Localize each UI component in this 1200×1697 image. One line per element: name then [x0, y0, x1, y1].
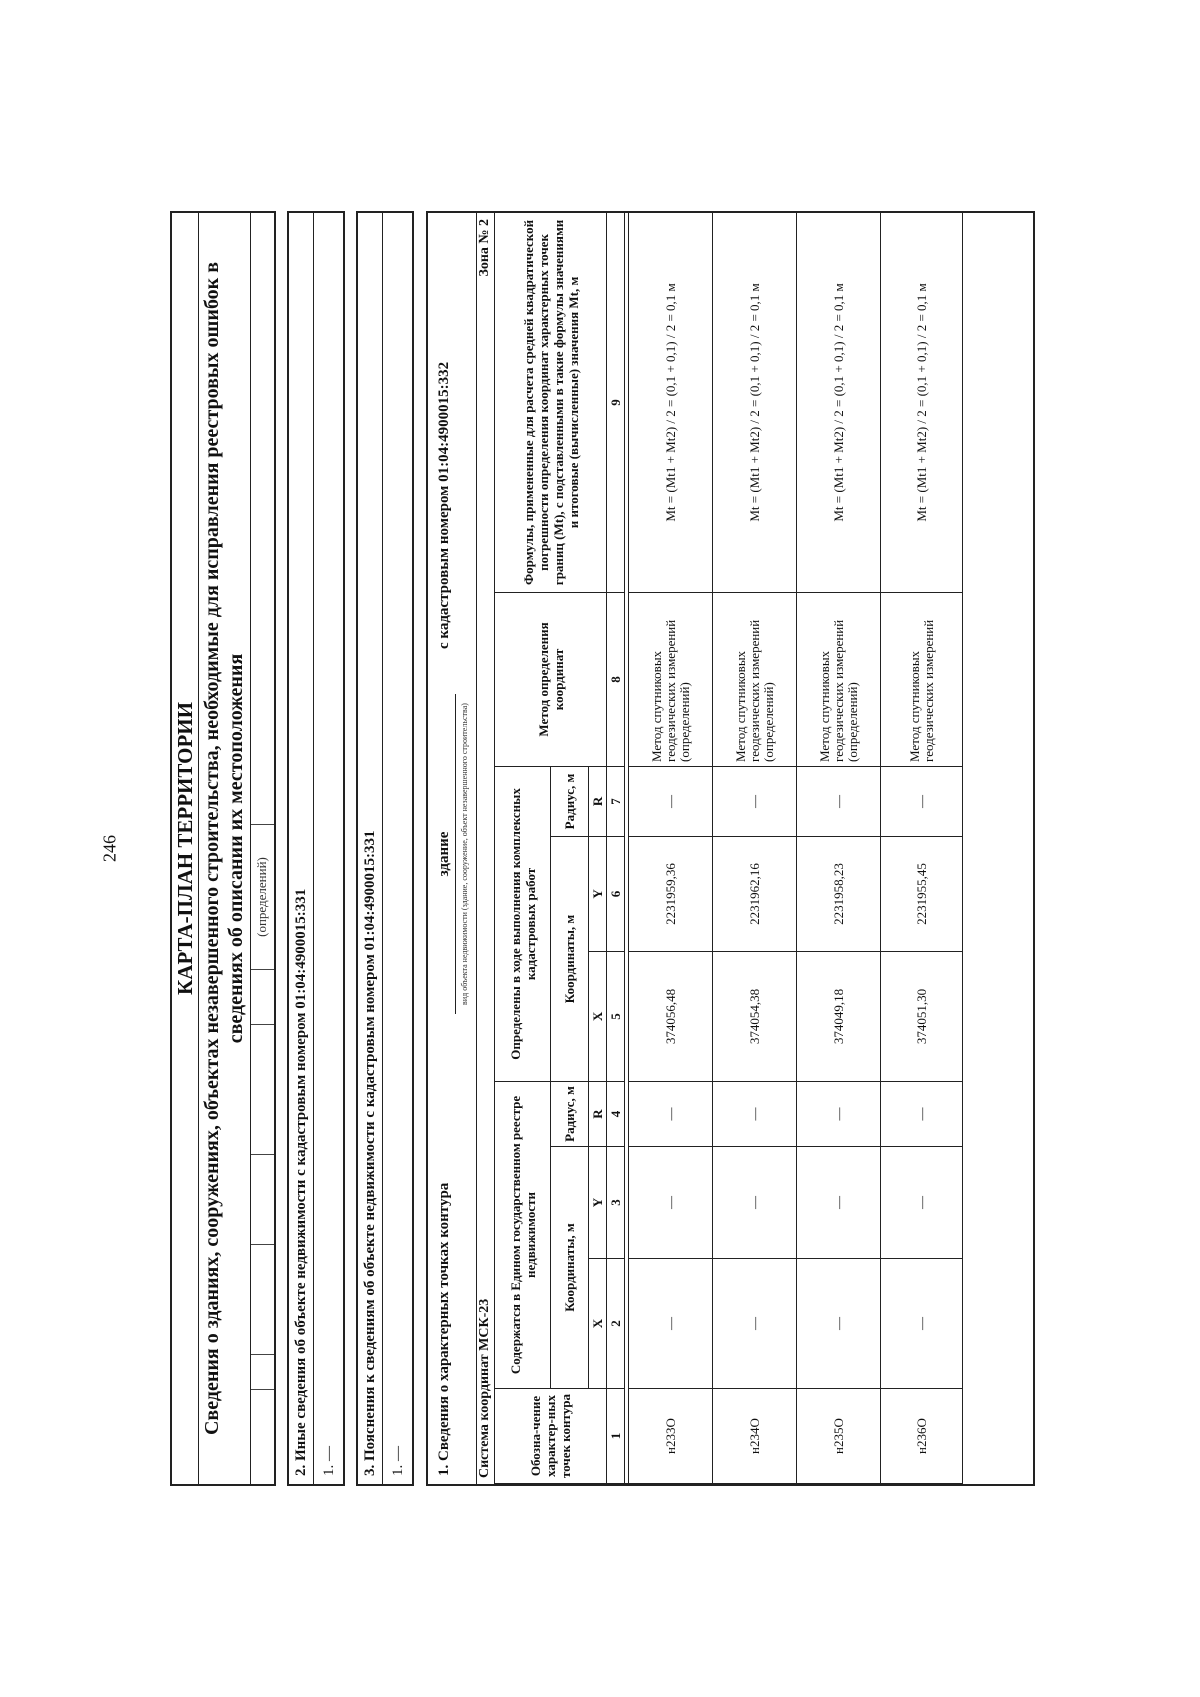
page-number: 246: [99, 835, 120, 862]
cadastral-number: с кадастровым номером 01:04:4900015:332: [436, 361, 452, 649]
method-value: Метод спутниковых геодезических измерений (определений): [629, 592, 713, 766]
x-value: 374051,30: [881, 951, 963, 1081]
method-value: Метод спутниковых геодезических измерений: [881, 592, 963, 766]
y-value: 2231958,23: [797, 836, 881, 951]
r-value: —: [713, 766, 797, 836]
header-r-registry: R: [589, 1081, 607, 1146]
x-value: 374056,48: [629, 951, 713, 1081]
header-point: Обозна-чение характер-ных точек контура: [495, 1389, 607, 1484]
r-value: —: [881, 766, 963, 836]
header-formula: Формулы, примененные для расчета средней квадратической погрешности определения координат характерных точек границ (Mt), с подставленными в такие формулы значениями и итоговые (вычисленные) значения Mt, м: [495, 212, 607, 592]
y-value: 2231959,36: [629, 836, 713, 951]
strip-cell: [251, 1354, 274, 1389]
section-2-heading: 2. Иные сведения об объекте недвижимости с кадастровым номером 01:04:4900015:331: [289, 213, 314, 1484]
coord-system-line: [476, 213, 494, 1484]
formula-value: Mt = (Mt1 + Mt2) / 2 = (0,1 + 0,1) / 2 = 0,1 м: [713, 212, 797, 592]
y-value: 2231955,45: [881, 836, 963, 951]
x-registry: —: [881, 1259, 963, 1389]
table-row: [629, 212, 713, 1483]
strip-cell: [251, 969, 274, 1024]
section-1-header: [428, 213, 477, 1484]
y-registry: —: [881, 1147, 963, 1259]
section-3-item: 1. —: [390, 1446, 406, 1476]
formula-value: Mt = (Mt1 + Mt2) / 2 = (0,1 + 0,1) / 2 = 0,1 м: [881, 212, 963, 592]
col-number: 6: [607, 836, 625, 951]
y-registry: —: [629, 1147, 713, 1259]
document-sheet: [170, 211, 1035, 1486]
r-value: —: [797, 766, 881, 836]
points-table: [494, 212, 963, 1484]
col-number: 5: [607, 951, 625, 1081]
y-registry: —: [797, 1147, 881, 1259]
x-registry: —: [713, 1259, 797, 1389]
col-number: 7: [607, 766, 625, 836]
document-subtitle: Сведения о зданиях, сооружениях, объектах незавершенного строительства, необходимые для исправления реестровых ошибок в сведениях об описании их местоположения: [201, 261, 247, 1436]
formula-value: Mt = (Mt1 + Mt2) / 2 = (0,1 + 0,1) / 2 = 0,1 м: [797, 212, 881, 592]
r-registry: —: [629, 1081, 713, 1146]
strip-label: (определений): [251, 824, 274, 969]
strip-cell: [251, 1154, 274, 1244]
header-x-determined: X: [589, 951, 607, 1081]
object-type: здание: [436, 694, 456, 1014]
method-value: Метод спутниковых геодезических измерений (определений): [797, 592, 881, 766]
strip-cell: [251, 1389, 274, 1484]
section-1-heading: 1. Сведения о характерных точках контура: [436, 1182, 452, 1476]
r-value: —: [629, 766, 713, 836]
header-y-determined: Y: [589, 836, 607, 951]
col-number: 8: [607, 592, 625, 766]
header-determined: Определены в ходе выполнения комплексных кадастровых работ: [495, 766, 551, 1081]
coord-system: Система координат МСК-23: [477, 1298, 492, 1478]
col-number: 1: [607, 1389, 625, 1484]
zone-label: Зона № 2: [477, 219, 492, 277]
header-coords-registry: Координаты, м: [551, 1147, 589, 1389]
section-3-heading: 3. Пояснения к сведениям об объекте недвижимости с кадастровым номером 01:04:4900015:331: [358, 213, 383, 1484]
strip-cell: [251, 213, 274, 824]
section-2: [287, 211, 345, 1486]
table-row: [881, 212, 963, 1483]
section-3: [356, 211, 414, 1486]
col-number: 3: [607, 1147, 625, 1259]
point-name: н234О: [713, 1389, 797, 1484]
header-method: Метод определения координат: [495, 592, 607, 766]
section-2-item: 1. —: [321, 1446, 337, 1476]
table-row: [713, 212, 797, 1483]
r-registry: —: [797, 1081, 881, 1146]
col-number: 9: [607, 212, 625, 592]
strip-cell: [251, 1024, 274, 1154]
point-name: н235О: [797, 1389, 881, 1484]
x-value: 374054,38: [713, 951, 797, 1081]
col-number: 4: [607, 1081, 625, 1146]
table-row: [797, 212, 881, 1483]
method-value: Метод спутниковых геодезических измерений (определений): [713, 592, 797, 766]
strip-cell: [251, 1244, 274, 1354]
y-registry: —: [713, 1147, 797, 1259]
header-coords-determined: Координаты, м: [551, 836, 589, 1081]
header-strip: [250, 211, 276, 1486]
point-name: н233О: [629, 1389, 713, 1484]
x-registry: —: [797, 1259, 881, 1389]
point-name: н236О: [881, 1389, 963, 1484]
header-registry: Содержатся в Едином государственном реестре недвижимости: [495, 1081, 551, 1388]
header-r-determined: R: [589, 766, 607, 836]
document-header: [170, 211, 250, 1486]
header-y-registry: Y: [589, 1147, 607, 1259]
header-radius-determined: Радиус, м: [551, 766, 589, 836]
r-registry: —: [713, 1081, 797, 1146]
object-type-caption: вид объекта недвижимости (здание, сооружение, объект незавершенного строительства): [460, 703, 469, 1005]
y-value: 2231962,16: [713, 836, 797, 951]
formula-value: Mt = (Mt1 + Mt2) / 2 = (0,1 + 0,1) / 2 = 0,1 м: [629, 212, 713, 592]
section-1: [426, 211, 1035, 1486]
x-value: 374049,18: [797, 951, 881, 1081]
document-title: КАРТА-ПЛАН ТЕРРИТОРИИ: [172, 213, 199, 1484]
r-registry: —: [881, 1081, 963, 1146]
col-number: 2: [607, 1259, 625, 1389]
header-x-registry: X: [589, 1259, 607, 1389]
header-radius-registry: Радиус, м: [551, 1081, 589, 1146]
x-registry: —: [629, 1259, 713, 1389]
